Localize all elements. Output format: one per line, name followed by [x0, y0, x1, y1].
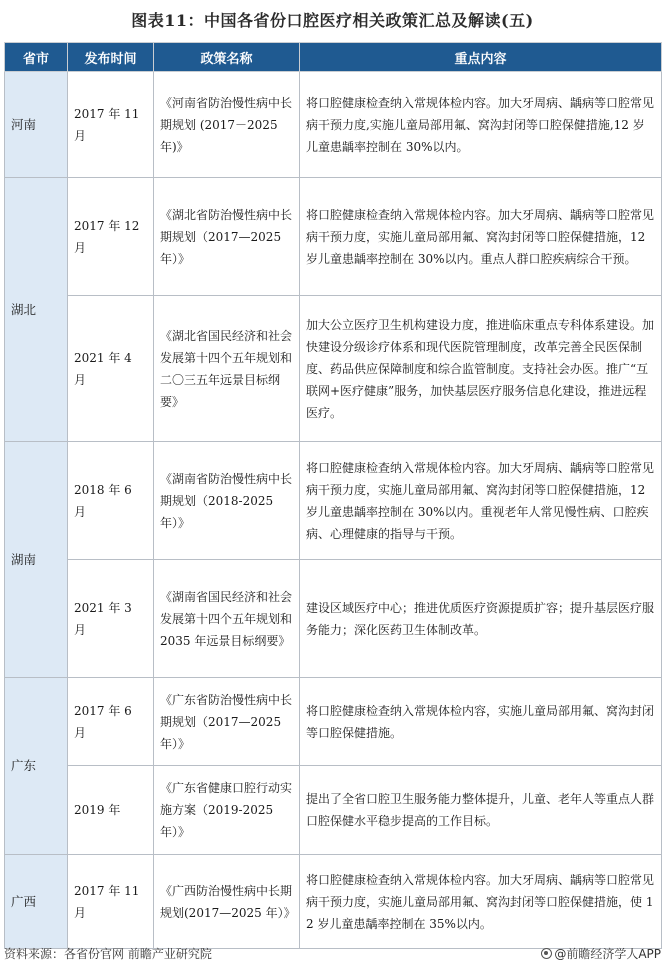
table-row — [5, 766, 662, 855]
date-cell: 2019 年 — [68, 766, 154, 855]
page-title: 图表11：中国各省份口腔医疗相关政策汇总及解读(五) — [131, 11, 534, 30]
content-cell: 提出了全省口腔卫生服务能力整体提升，儿童、老年人等重点人群口腔保健水平稳步提高的工作目标。 — [300, 766, 662, 855]
table-row — [5, 442, 662, 560]
policy-name-cell: 《湖北省国民经济和社会发展第十四个五年规划和二〇三五年远景目标纲要》 — [154, 296, 300, 442]
policy-table — [4, 42, 662, 949]
province-cell: 湖北 — [5, 178, 68, 442]
content-cell: 将口腔健康检查纳入常规体检内容。加大牙周病、龋病等口腔常见病干预力度，实施儿童局部用氟、窝沟封闭等口腔保健措施，12 岁儿童患龋率控制在 30%以内。重点人群口腔疾病综合干预。 — [300, 178, 662, 296]
content-cell: 建设区域医疗中心；推进优质医疗资源提质扩容；提升基层医疗服务能力；深化医药卫生体制改革。 — [300, 560, 662, 678]
content-cell: 将口腔健康检查纳入常规体检内容，实施儿童局部用氟、窝沟封闭等口腔保健措施。 — [300, 678, 662, 766]
policy-name-cell: 《湖南省国民经济和社会发展第十四个五年规划和 2035 年远景目标纲要》 — [154, 560, 300, 678]
table-row — [5, 560, 662, 678]
header-date: 发布时间 — [68, 43, 154, 72]
brand-credit — [541, 945, 661, 962]
table-row — [5, 855, 662, 949]
date-cell: 2021 年 4 月 — [68, 296, 154, 442]
content-cell: 加大公立医疗卫生机构建设力度，推进临床重点专科体系建设。加快建设分级诊疗体系和现代医院管理制度，改革完善全民医保制度、药品供应保障制度和综合监管制度。支持社会办医。推广“互联网+医疗健康”服务，加快基层医疗服务信息化建设，推进远程医疗。 — [300, 296, 662, 442]
date-cell: 2017 年 12 月 — [68, 178, 154, 296]
brand-label: @前瞻经济学人APP — [554, 947, 661, 961]
header-province: 省市 — [5, 43, 68, 72]
province-cell: 湖南 — [5, 442, 68, 678]
province-cell: 广西 — [5, 855, 68, 949]
content-cell: 将口腔健康检查纳入常规体检内容。加大牙周病、龋病等口腔常见病干预力度,实施儿童局部用氟、窝沟封闭等口腔保健措施,12 岁儿童患龋率控制在 30%以内。 — [300, 72, 662, 178]
content-cell: 将口腔健康检查纳入常规体检内容。加大牙周病、龋病等口腔常见病干预力度，实施儿童局部用氟、窝沟封闭等口腔保健措施，使 12 岁儿童患龋率控制在 35%以内。 — [300, 855, 662, 949]
province-cell: 河南 — [5, 72, 68, 178]
content-cell: 将口腔健康检查纳入常规体检内容。加大牙周病、龋病等口腔常见病干预力度，实施儿童局部用氟、窝沟封闭等口腔保健措施，12 岁儿童患龋率控制在 30%以内。重视老年人常见慢性病、口腔疾病、心理健康的指导与干预。 — [300, 442, 662, 560]
policy-name-cell: 《湖南省防治慢性病中长期规划（2018-2025 年）》 — [154, 442, 300, 560]
brand-logo-icon — [541, 948, 552, 959]
province-cell: 广东 — [5, 678, 68, 855]
policy-name-cell: 《广东省防治慢性病中长期规划（2017—2025 年）》 — [154, 678, 300, 766]
date-cell: 2018 年 6 月 — [68, 442, 154, 560]
policy-name-cell: 《湖北省防治慢性病中长期规划（2017—2025 年）》 — [154, 178, 300, 296]
date-cell: 2017 年 11 月 — [68, 855, 154, 949]
header-policy-name: 政策名称 — [154, 43, 300, 72]
date-cell: 2021 年 3 月 — [68, 560, 154, 678]
table-header-row — [5, 43, 662, 72]
table-row — [5, 678, 662, 766]
table-row — [5, 178, 662, 296]
table-row — [5, 296, 662, 442]
policy-name-cell: 《河南省防治慢性病中长期规划 (2017－2025 年)》 — [154, 72, 300, 178]
policy-name-cell: 《广东省健康口腔行动实施方案（2019-2025 年）》 — [154, 766, 300, 855]
header-key-content: 重点内容 — [300, 43, 662, 72]
footer — [4, 945, 661, 963]
source-note: 资料来源：各省份官网 前瞻产业研究院 — [4, 947, 212, 961]
table-row — [5, 72, 662, 178]
date-cell: 2017 年 11 月 — [68, 72, 154, 178]
date-cell: 2017 年 6 月 — [68, 678, 154, 766]
policy-name-cell: 《广西防治慢性病中长期规划(2017—2025 年）》 — [154, 855, 300, 949]
